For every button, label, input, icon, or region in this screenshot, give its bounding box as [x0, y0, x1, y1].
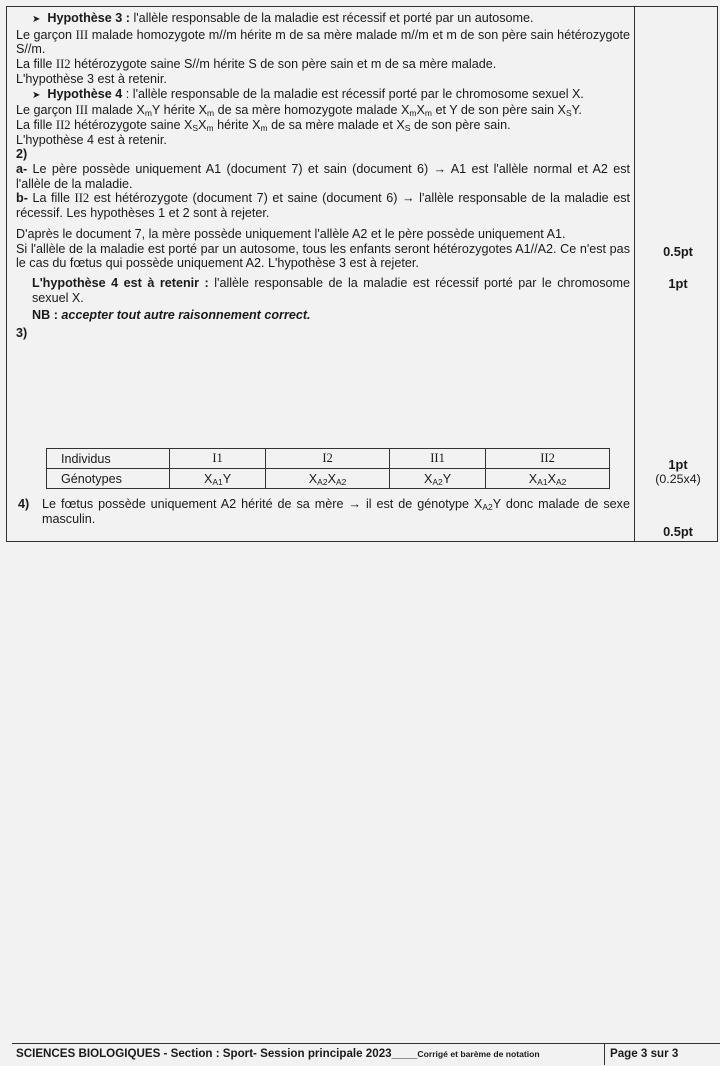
triangle-bullet-icon: ➤	[32, 89, 41, 101]
footer-doc-type: Corrigé et barème de notation	[417, 1049, 540, 1059]
answer-2a: a- Le père possède uniquement A1 (document 7) et sain (document 6) → A1 est l'allèle normal et A2 est l'allèle de la maladie.	[16, 162, 630, 191]
genotypes-header: Génotypes	[47, 469, 170, 489]
hypothesis-3: ➤ Hypothèse 3 : l'allèle responsable de la maladie est récessif et porté par un autosome.	[32, 11, 534, 25]
h4-girl-line: La fille II2 hétérozygote saine $X_SX_m$ hérite $X_m$ de sa mère malade et $X_S$ de son père sain.	[16, 117, 511, 133]
page-footer: SCIENCES BIOLOGIQUES - Section : Sport- Session principale 2023____Corrigé et barème de notation Page 3 sur 3	[12, 1043, 720, 1066]
h3-boy-line: Le garçon III malade homozygote m//m hérite m de sa mère malade m//m et m de son père sain hétérozygote S//m.	[16, 27, 630, 57]
genotype-cell: $X_{A1}Y$	[170, 469, 266, 489]
page-number: Page 3 sur 3	[610, 1047, 679, 1060]
genotype-cell: $X_{A2}Y$	[389, 469, 485, 489]
answer-content	[16, 11, 630, 341]
answer-2b: b- La fille II2 est hétérozygote (document 7) et saine (document 6) → l'allèle responsable de la maladie est récessif. Les hypothèses 1 et 2 sont à rejeter.	[16, 191, 630, 221]
answer-2c-mother-father: D'après le document 7, la mère possède uniquement l'allèle A2 et le père possède uniquement A1.	[16, 226, 566, 241]
question-3-number: 3)	[16, 326, 28, 341]
points-2c: 1pt	[668, 276, 688, 291]
genotype-table	[46, 448, 610, 489]
genotype-cell: $X_{A2}X_{A2}$	[266, 469, 390, 489]
h4-boy-line: Le garçon III malade $X_mY$ hérite $X_m$ de sa mère homozygote malade $X_mX_m$ et Y de son père sain $X_SY$.	[16, 103, 582, 119]
h4-conclusion: L'hypothèse 4 est à retenir.	[16, 132, 167, 147]
hypothesis-4: ➤ Hypothèse 4 : l'allèle responsable de la maladie est récessif porté par le chromosome sexuel X.	[32, 86, 584, 101]
answer-2c-autosome: Si l'allèle de la maladie est porté par un autosome, tous les enfants seront hétérozygotes A1//A2. Ce n'est pas le cas du fœtus qui possède uniquement A2. L'hypothèse 3 est à rejeter.	[16, 241, 630, 271]
table-row	[47, 449, 610, 469]
points-column-divider	[634, 6, 635, 542]
nb-note: NB : accepter tout autre raisonnement correct.	[32, 308, 311, 323]
individual-cell: I2	[266, 449, 390, 469]
points-3: 1pt	[668, 457, 688, 472]
individual-cell: II2	[486, 449, 610, 469]
retained-hypothesis: L'hypothèse 4 est à retenir : l'allèle responsable de la maladie est récessif porté par le chromosome sexuel X.	[32, 275, 631, 305]
individuals-header: Individus	[47, 449, 170, 469]
footer-divider	[604, 1044, 605, 1065]
question-2-number: 2)	[16, 147, 28, 162]
answer-4: 4) Le fœtus possède uniquement A2 hérité de sa mère → il est de génotype $X_{A2}Y$ donc malade de sexe masculin.	[18, 497, 630, 526]
h3-girl-line: La fille II2 hétérozygote saine S//m hérite S de son père sain et m de sa mère malade.	[16, 57, 497, 72]
individual-cell: I1	[170, 449, 266, 469]
points-4: 0.5pt	[663, 524, 693, 539]
genotype-cell: $X_{A1}X_{A2}$	[486, 469, 610, 489]
points-2b: 0.5pt	[663, 244, 693, 259]
points-3-detail: (0.25x4)	[655, 472, 701, 486]
individual-cell: II1	[389, 449, 485, 469]
table-row	[47, 469, 610, 489]
footer-subject: SCIENCES BIOLOGIQUES - Section : Sport- Session principale 2023	[16, 1047, 392, 1060]
h3-conclusion: L'hypothèse 3 est à retenir.	[16, 71, 167, 86]
triangle-bullet-icon: ➤	[32, 14, 41, 25]
